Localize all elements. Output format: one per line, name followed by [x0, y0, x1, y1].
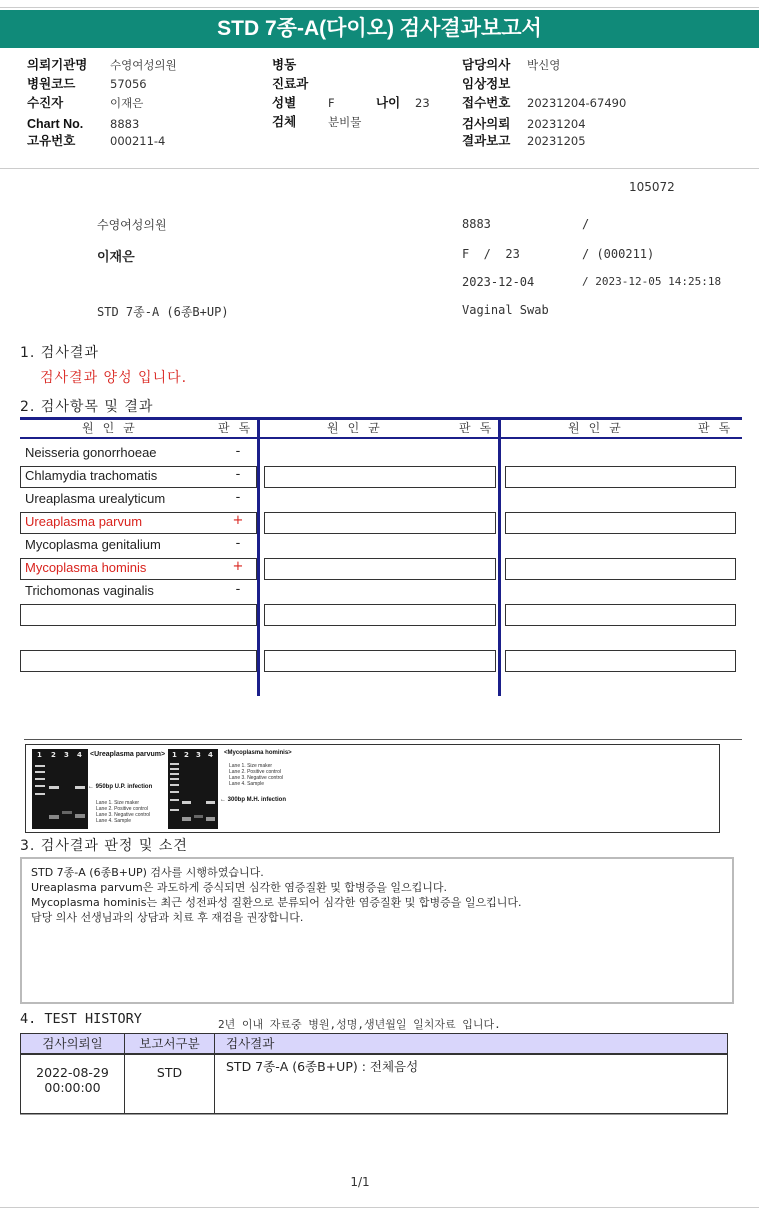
gel-legend-item: Lane 2. Positive control	[229, 769, 281, 775]
mh-gel-arrow: ← 300bp M.H. infection	[220, 797, 287, 803]
opinion-line: 담당 의사 선생님과의 상담과 치료 후 재검을 권장합니다.	[31, 911, 304, 924]
info-chart: 8883	[462, 217, 491, 231]
up-lane-4: 4	[77, 751, 82, 759]
result-cell-box	[505, 650, 736, 672]
info-specimen: Vaginal Swab	[462, 303, 549, 317]
header-label: 접수번호	[462, 96, 511, 110]
header-divider	[0, 168, 759, 169]
result-cell-box	[20, 604, 257, 626]
history-type: STD	[125, 1054, 215, 1114]
grid-header-organism-2: 원인균	[327, 421, 389, 435]
info-patient: 이재은	[97, 250, 135, 265]
header-value: 분비물	[328, 115, 362, 129]
up-gel-legend	[96, 800, 150, 824]
report-title: STD 7종-A(다이오) 검사결과보고서	[0, 10, 759, 48]
result-mark: -	[235, 582, 241, 597]
info-request-date: 2023-12-04	[462, 275, 535, 289]
result-mark: -	[235, 536, 241, 551]
history-result: STD 7종-A (6종B+UP) : 전체음성	[215, 1054, 728, 1114]
up-gel-arrow: ← 950bp U.P. infection	[88, 784, 153, 790]
grid-header-organism-3: 원인균	[568, 421, 630, 435]
result-cell-box	[264, 558, 496, 580]
gel-image-panel	[25, 744, 720, 833]
mh-lane-2: 2	[184, 751, 189, 759]
info-test-name: STD 7종-A (6종B+UP)	[97, 305, 229, 319]
age-label: 나이	[376, 96, 401, 110]
header-value: 박신영	[527, 58, 561, 72]
page-number: 1/1	[350, 1175, 370, 1189]
grid-header-result-1: 판독	[218, 421, 260, 435]
bottom-border	[0, 1207, 759, 1208]
grid-header-result-3: 판독	[698, 421, 740, 435]
gel-legend-item: Lane 3. Negative control	[96, 812, 151, 818]
gel-legend-item: Lane 1. Size maker	[229, 763, 273, 769]
history-header-type: 보고서구분	[125, 1034, 215, 1054]
result-cell-box	[20, 466, 257, 488]
result-mark: +	[232, 559, 244, 574]
result-organism: Ureaplasma parvum	[25, 514, 143, 529]
gel-legend-item: Lane 4. Sample	[229, 781, 265, 787]
info-chart-sep: /	[582, 217, 590, 231]
header-label: 병동	[272, 58, 297, 72]
info-report-date: / 2023-12-05 14:25:18	[582, 275, 722, 288]
mh-lane-3: 3	[196, 751, 201, 759]
header-label: Chart No.	[27, 117, 84, 131]
grid-divider-1	[257, 420, 260, 696]
grid-header-rule	[20, 437, 742, 439]
result-cell-box	[20, 558, 257, 580]
history-header-result: 검사결과	[215, 1034, 728, 1054]
up-lane-1: 1	[37, 751, 42, 759]
mh-lane-1: 1	[172, 751, 177, 759]
header-value: 20231204-67490	[527, 96, 627, 110]
section-4-title: 4. TEST HISTORY	[20, 1011, 142, 1027]
result-organism: Mycoplasma genitalium	[25, 537, 161, 552]
opinion-box	[20, 857, 734, 1004]
result-cell-box	[505, 558, 736, 580]
mh-gel-image	[168, 749, 218, 829]
result-cell-box	[505, 604, 736, 626]
result-cell-box	[264, 466, 496, 488]
header-label: 결과보고	[462, 134, 511, 148]
info-hospital: 수영여성의원	[97, 218, 167, 232]
result-mark: -	[235, 490, 241, 505]
result-summary: 검사결과 양성 입니다.	[40, 370, 188, 386]
history-bottom-rule	[20, 1114, 728, 1115]
section-3-title: 3. 검사결과 판정 및 소견	[20, 838, 188, 854]
info-unique: / (000211)	[582, 247, 655, 261]
result-cell-box	[20, 512, 257, 534]
history-time: 00:00:00	[44, 1079, 101, 1095]
history-header-date: 검사의뢰일	[21, 1034, 125, 1054]
gel-legend-item: Lane 2. Positive control	[96, 806, 148, 812]
header-label: 성별	[272, 96, 297, 110]
result-organism: Trichomonas vaginalis	[25, 583, 154, 598]
grid-header-organism-1: 원인균	[82, 421, 144, 435]
result-organism: Neisseria gonorrhoeae	[25, 445, 157, 460]
mh-lane-4: 4	[208, 751, 213, 759]
opinion-line: STD 7종-A (6종B+UP) 검사를 시행하였습니다.	[31, 866, 264, 879]
up-lane-2: 2	[51, 751, 56, 759]
header-label: 진료과	[272, 77, 309, 91]
gel-legend-item: Lane 4. Sample	[96, 818, 132, 824]
header-value: 57056	[110, 77, 147, 91]
header-label: 임상정보	[462, 77, 511, 91]
opinion-line: Mycoplasma hominis는 최근 성전파성 질환으로 분류되어 심각한 염증질환 및 합병증을 일으킵니다.	[31, 896, 522, 909]
header-label: 고유번호	[27, 134, 76, 148]
header-label: 의뢰기관명	[27, 58, 88, 72]
history-table	[20, 1033, 728, 1114]
up-gel-title: <Ureaplasma parvum>	[90, 751, 166, 758]
result-cell-box	[264, 650, 496, 672]
result-mark: -	[235, 444, 241, 459]
header-value: F	[328, 96, 335, 110]
header-value: 000211-4	[110, 134, 166, 148]
mh-gel-title: <Mycoplasma hominis>	[224, 750, 292, 756]
result-cell-box	[264, 512, 496, 534]
header-value: 20231204	[527, 117, 586, 131]
history-header-row	[21, 1034, 728, 1054]
age-value: 23	[415, 96, 430, 110]
header-value: 이재은	[110, 96, 144, 110]
gel-legend-item: Lane 3. Negative control	[229, 775, 284, 781]
result-organism: Chlamydia trachomatis	[25, 468, 158, 483]
section-2-title: 2. 검사항목 및 결과	[20, 399, 154, 415]
section-1-title: 1. 검사결과	[20, 345, 99, 361]
header-label: 병원코드	[27, 77, 76, 91]
header-value: 수영여성의원	[110, 58, 177, 72]
header-label: 수진자	[27, 96, 64, 110]
table-row	[21, 1054, 728, 1114]
result-mark: -	[235, 467, 241, 482]
result-cell-box	[505, 512, 736, 534]
opinion-line: Ureaplasma parvum은 과도하게 증식되면 심각한 염증질환 및 합병증을 일으킵니다.	[31, 881, 447, 894]
header-label: 담당의사	[462, 58, 511, 72]
header-value: 20231205	[527, 134, 586, 148]
gel-legend-item: Lane 1. Size maker	[96, 800, 140, 806]
gel-top-rule	[24, 739, 742, 740]
result-cell-box	[20, 650, 257, 672]
result-organism: Ureaplasma urealyticum	[25, 491, 166, 506]
result-mark: +	[232, 513, 244, 528]
report-number: 105072	[629, 180, 675, 194]
history-note: 2년 이내 자료중 병원,성명,생년월일 일치자료 입니다.	[218, 1018, 501, 1031]
result-cell-box	[505, 466, 736, 488]
grid-divider-2	[498, 420, 501, 696]
history-date: 2022-08-29	[36, 1064, 109, 1080]
header-label: 검체	[272, 115, 297, 129]
info-sex-age: F / 23	[462, 247, 520, 261]
history-date-cell	[21, 1054, 125, 1114]
grid-header-result-2: 판독	[459, 421, 501, 435]
up-lane-3: 3	[64, 751, 69, 759]
header-label: 검사의뢰	[462, 117, 511, 131]
up-gel-image	[32, 749, 88, 829]
result-cell-box	[264, 604, 496, 626]
result-organism: Mycoplasma hominis	[25, 560, 147, 575]
header-value: 8883	[110, 117, 140, 131]
mh-gel-legend	[229, 763, 283, 787]
top-border	[0, 0, 759, 8]
